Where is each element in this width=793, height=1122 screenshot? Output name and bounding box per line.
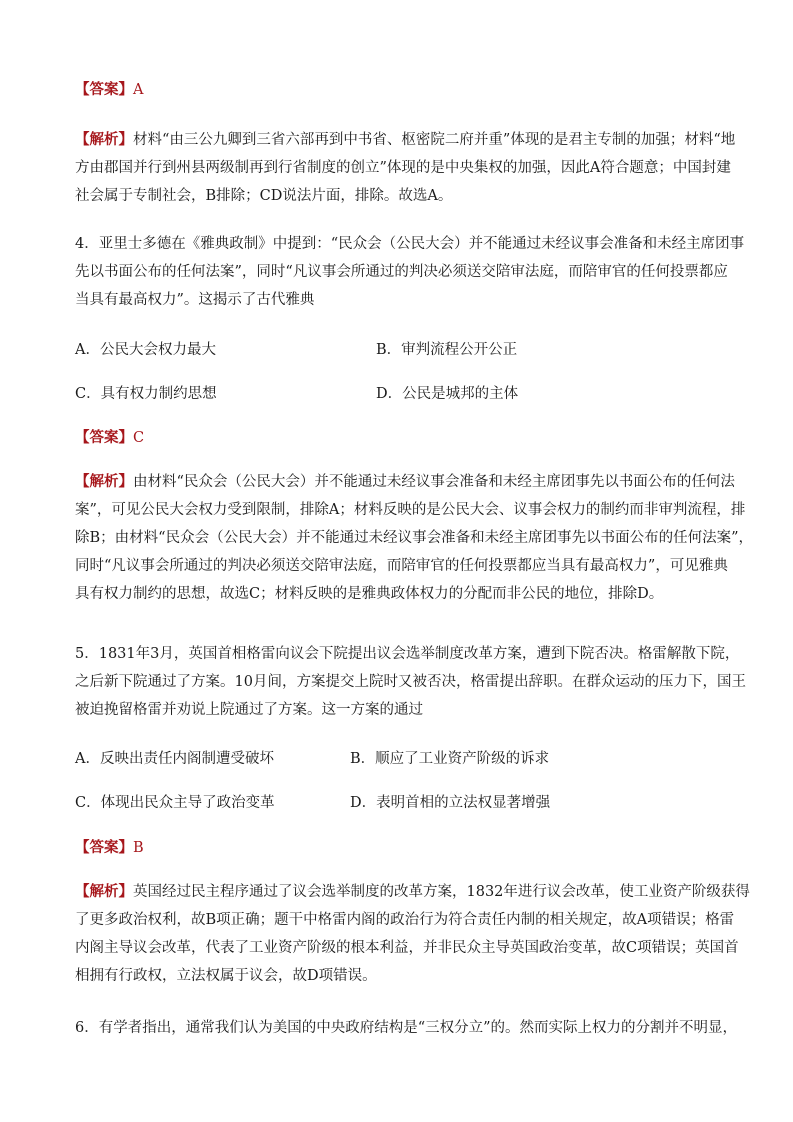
q5-option-d: D．表明首相的立法权显著增强 — [350, 795, 551, 811]
q4-option-c: C．具有权力制约思想 — [75, 386, 217, 402]
analysis-tag: 【解析】 — [75, 473, 133, 490]
analysis-line: 由材料“民众会（公民大会）并不能通过未经议事会准备和未经主席团事先以书面公布的任何法 — [133, 474, 735, 490]
q5-option-c: C．体现出民众主导了政治变革 — [75, 795, 275, 811]
analysis-tag: 【解析】 — [75, 131, 133, 148]
answer-value: B — [133, 840, 144, 856]
stem-line: 被迫挽留格雷并劝说上院通过了方案。这一方案的通过 — [75, 702, 423, 718]
q5-analysis — [75, 878, 750, 990]
analysis-line: 具有权力制约的思想，故选C；材料反映的是雅典政体权力的分配而非公民的地位，排除D。 — [75, 586, 664, 602]
q5-option-a: A．反映出责任内阁制遭受破坏 — [75, 751, 274, 767]
q3-answer — [75, 76, 725, 104]
analysis-line: 案”，可见公民大会权力受到限制，排除A；材料反映的是公民大会、议事会权力的制约而非审判流程，排 — [75, 502, 746, 518]
stem-line: 4．亚里士多德在《雅典政制》中提到：“民众会（公民大会）并不能通过未经议事会准备和未经主席团事 — [75, 236, 745, 252]
q5-option-b: B．顺应了工业资产阶级的诉求 — [350, 751, 550, 767]
analysis-line: 材料“由三公九卿到三省六部再到中书省、枢密院二府并重”体现的是君主专制的加强；材料“地 — [133, 132, 736, 148]
q4-analysis — [75, 468, 753, 608]
q6-stem — [75, 1014, 738, 1042]
analysis-line: 内阁主导议会改革，代表了工业资产阶级的根本利益，并非民众主导英国政治变革，故C项错误；英国首 — [75, 940, 739, 956]
stem-line: 6．有学者指出，通常我们认为美国的中央政府结构是“三权分立”的。然而实际上权力的分割并不明显， — [75, 1020, 738, 1036]
analysis-line: 同时“凡议事会所通过的判决必须送交陪审法庭，而陪审官的任何投票都应当具有最高权力”，可见雅典 — [75, 558, 728, 574]
q3-analysis — [75, 126, 736, 210]
q4-answer — [75, 424, 725, 452]
stem-line: 5．1831年3月，英国首相格雷向议会下院提出议会选举制度改革方案，遭到下院否决。格雷解散下院， — [75, 646, 740, 662]
analysis-line: 社会属于专制社会，B排除；CD说法片面，排除。故选A。 — [75, 188, 453, 204]
answer-tag: 【答案】 — [75, 81, 133, 98]
q5-stem — [75, 640, 746, 724]
stem-line: 先以书面公布的任何法案”，同时“凡议事会所通过的判决必须送交陪审法庭，而陪审官的任何投票都应 — [75, 264, 728, 280]
q4-option-b: B．审判流程公开公正 — [376, 342, 518, 358]
analysis-line: 了更多政治权利，故B项正确；题干中格雷内阁的政治行为符合责任内制的相关规定，故A项错误；格雷 — [75, 912, 735, 928]
q4-option-a: A．公民大会权力最大 — [75, 342, 216, 358]
stem-line: 当具有最高权力”。这揭示了古代雅典 — [75, 292, 315, 308]
analysis-line: 方由郡国并行到州县两级制再到行省制度的创立”体现的是中央集权的加强，因此A符合题意；中国封建 — [75, 160, 731, 176]
q4-option-d: D．公民是城邦的主体 — [376, 386, 519, 402]
analysis-tag: 【解析】 — [75, 883, 133, 900]
q4-stem — [75, 230, 745, 314]
answer-value: C — [133, 430, 145, 446]
stem-line: 之后新下院通过了方案。10月间，方案提交上院时又被否决，格雷提出辞职。在群众运动的压力下，国王 — [75, 674, 746, 690]
answer-tag: 【答案】 — [75, 429, 133, 446]
analysis-line: 相拥有行政权，立法权属于议会，故D项错误。 — [75, 968, 377, 984]
q5-answer — [75, 834, 725, 862]
answer-value: A — [133, 82, 144, 98]
answer-tag: 【答案】 — [75, 839, 133, 856]
analysis-line: 英国经过民主程序通过了议会选举制度的改革方案，1832年进行议会改革，使工业资产阶级获得 — [133, 884, 750, 900]
analysis-line: 除B；由材料“民众会（公民大会）并不能通过未经议事会准备和未经主席团事先以书面公布的任何法案”， — [75, 530, 753, 546]
